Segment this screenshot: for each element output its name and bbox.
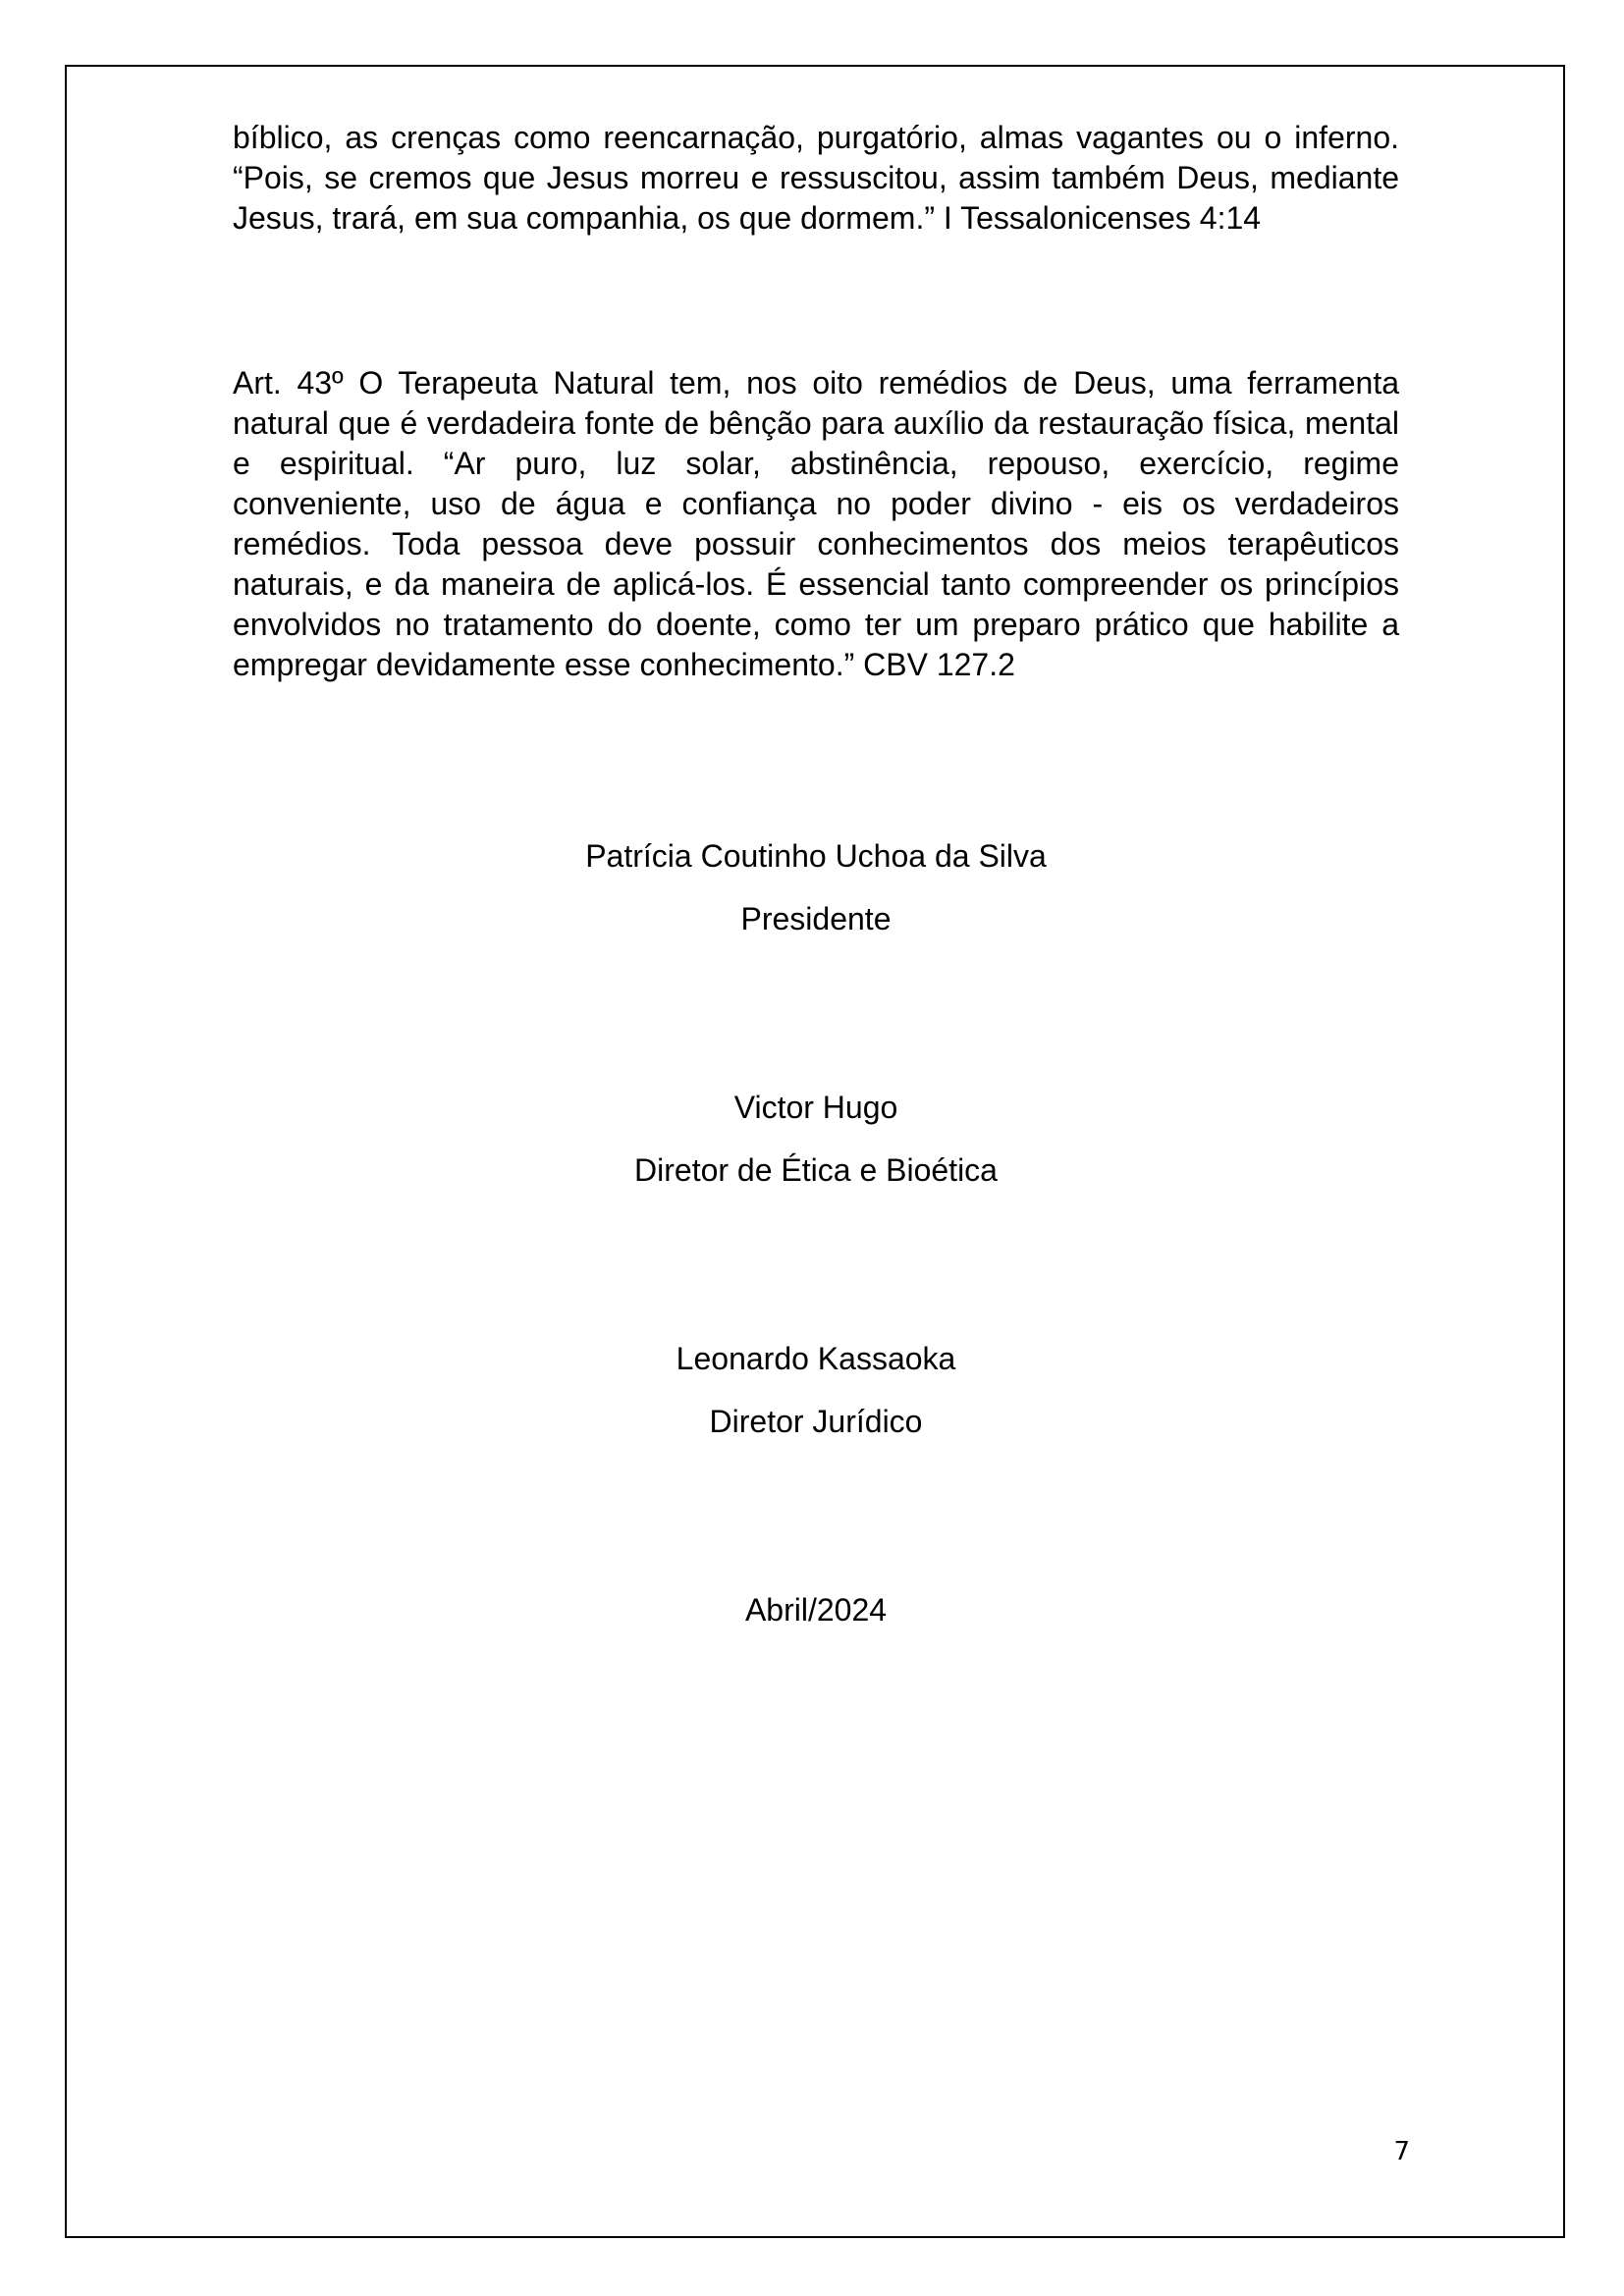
paragraph-text: Art. 43º O Terapeuta Natural tem, nos oito remédios de Deus, uma ferramenta natural que é verdadeira fonte de bênção para auxílio da restauração física, mental e espiritual. “Ar puro, luz solar, abstinência, repouso, exercício, regime conveniente, uso de água e confiança no poder divino - eis os verdadeiros remédios. Toda pessoa deve possuir conhecimentos dos meios terapêuticos naturais, e da maneira de aplicá-los. É essencial tanto compreender os princípios envolvidos no tratamento do doente, como ter um preparo prático que habilite a empregar devidamente esse conhecimento.” CBV 127.2 [233, 365, 1399, 682]
signatory-title-president: Presidente [740, 901, 892, 936]
paragraph-article-43 [233, 363, 1399, 685]
signatory-title-legal-director: Diretor Jurídico [709, 1404, 923, 1439]
signatory-title-ethics-director: Diretor de Ética e Bioética [634, 1152, 998, 1188]
paragraph-text: bíblico, as crenças como reencarnação, purgatório, almas vagantes ou o inferno. “Pois, se cremos que Jesus morreu e ressuscitou, assim também Deus, mediante Jesus, trará, em sua companhia, os que dormem.” I Tessalonicenses 4:14 [233, 120, 1399, 236]
page-number: 7 [1393, 2137, 1410, 2166]
paragraph-biblical-beliefs [233, 118, 1399, 239]
document-date: Abril/2024 [744, 1592, 888, 1628]
signatory-name-president: Patrícia Coutinho Uchoa da Silva [585, 838, 1047, 874]
signatory-name-ethics-director: Victor Hugo [733, 1090, 898, 1125]
signatory-name-legal-director: Leonardo Kassaoka [676, 1341, 956, 1376]
